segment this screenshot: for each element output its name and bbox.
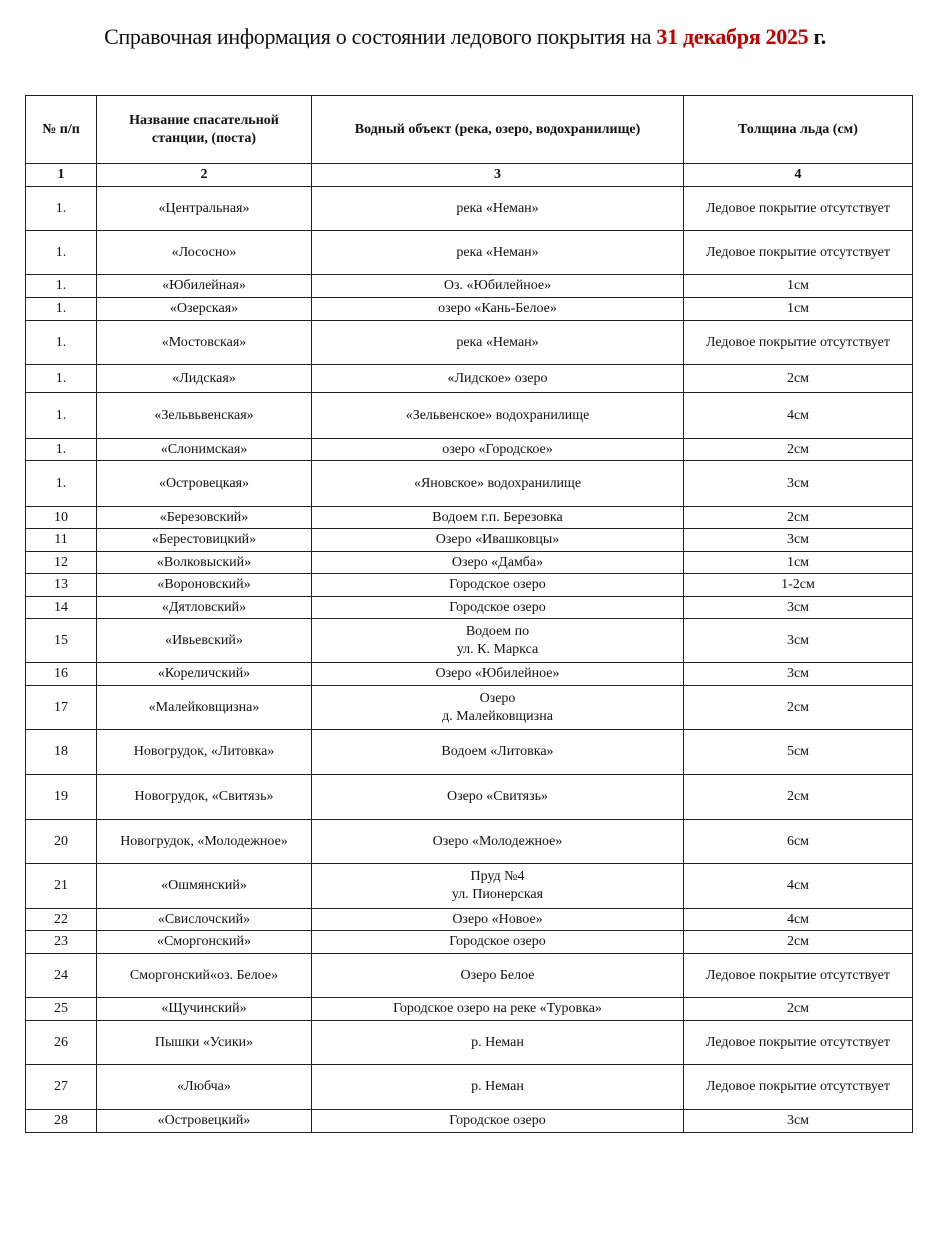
- water-body-line-1: Водоем «Литовка»: [441, 744, 554, 759]
- water-body: [312, 529, 684, 552]
- station-name: «Дятловский»: [97, 597, 312, 619]
- station-name: Новогрудок, «Свитязь»: [97, 775, 312, 820]
- station-name: «Березовский»: [97, 507, 312, 529]
- water-body: [312, 439, 684, 461]
- water-body-line-1: озеро «Кань-Белое»: [438, 301, 557, 316]
- row-number: 1.: [26, 393, 97, 439]
- water-body-line-1: Озеро «Юбилейное»: [435, 666, 560, 681]
- ice-thickness: Ледовое покрытие отсутствует: [684, 321, 913, 365]
- water-body: [312, 365, 684, 393]
- water-body: [312, 507, 684, 529]
- row-number: 1.: [26, 321, 97, 365]
- water-body-line-1: Городское озеро: [449, 934, 546, 949]
- station-name: «Озерская»: [97, 298, 312, 321]
- ice-thickness: 3см: [684, 529, 913, 552]
- station-name: «Лососно»: [97, 231, 312, 275]
- water-body-line-1: Озеро «Дамба»: [451, 554, 544, 570]
- water-body-line-1: озеро «Городское»: [442, 441, 553, 457]
- ice-thickness: 3см: [684, 461, 913, 507]
- row-number: 25: [26, 998, 97, 1021]
- title-date: 31 декабря 2025: [656, 24, 809, 49]
- column-number: 2: [97, 164, 312, 187]
- ice-thickness-table: [25, 95, 913, 1133]
- water-body-line-1: Городское озеро: [449, 1113, 546, 1128]
- water-body-line-1: р. Неман: [471, 1034, 524, 1050]
- table-row: [26, 1021, 913, 1065]
- table-row: [26, 619, 913, 663]
- water-body-line-2: д. Малейковщизна: [442, 708, 553, 724]
- water-body: [312, 954, 684, 998]
- ice-thickness: 2см: [684, 507, 913, 529]
- ice-thickness: 2см: [684, 686, 913, 730]
- row-number: 12: [26, 552, 97, 574]
- station-name: «Малейковщизна»: [97, 686, 312, 730]
- row-number: 1.: [26, 275, 97, 298]
- water-body: [312, 321, 684, 365]
- ice-thickness: 2см: [684, 931, 913, 954]
- row-number: 18: [26, 730, 97, 775]
- ice-thickness: 3см: [684, 597, 913, 619]
- row-number: 1.: [26, 298, 97, 321]
- water-body: [312, 909, 684, 931]
- ice-thickness: 4см: [684, 909, 913, 931]
- station-name: «Островецкая»: [97, 461, 312, 507]
- station-name: «Мостовская»: [97, 321, 312, 365]
- water-body-line-1: «Лидское» озеро: [447, 370, 548, 386]
- title-prefix: Справочная информация о состоянии ледового покрытия на: [104, 24, 657, 49]
- water-body-line-2: ул. К. Маркса: [456, 641, 539, 657]
- table-row: [26, 231, 913, 275]
- ice-thickness: Ледовое покрытие отсутствует: [684, 187, 913, 231]
- station-name: «Зельвьвенская»: [97, 393, 312, 439]
- row-number: 14: [26, 597, 97, 619]
- table-row: [26, 820, 913, 864]
- ice-thickness: 1см: [684, 552, 913, 574]
- table-row: [26, 663, 913, 686]
- water-body-line-1: Озеро «Ивашковцы»: [435, 532, 560, 547]
- ice-thickness: 4см: [684, 864, 913, 909]
- row-number: 11: [26, 529, 97, 552]
- table-row: [26, 730, 913, 775]
- water-body: [312, 998, 684, 1021]
- ice-thickness: Ледовое покрытие отсутствует: [684, 1021, 913, 1065]
- water-body: [312, 461, 684, 507]
- station-name: «Ивьевский»: [97, 619, 312, 663]
- ice-thickness: Ледовое покрытие отсутствует: [684, 231, 913, 275]
- table-row: [26, 597, 913, 619]
- row-number: 1.: [26, 439, 97, 461]
- water-body: [312, 1021, 684, 1065]
- water-body-line-1: река «Неман»: [456, 334, 539, 350]
- table-row: [26, 275, 913, 298]
- row-number: 10: [26, 507, 97, 529]
- water-body-line-1: Озеро «Молодежное»: [432, 833, 563, 849]
- page-title: [0, 24, 930, 50]
- table-body: [26, 187, 913, 1133]
- row-number: 17: [26, 686, 97, 730]
- row-number: 24: [26, 954, 97, 998]
- row-number: 1.: [26, 365, 97, 393]
- column-number-row: [26, 164, 913, 187]
- water-body: [312, 275, 684, 298]
- water-body: [312, 663, 684, 686]
- row-number: 27: [26, 1065, 97, 1110]
- ice-thickness: 2см: [684, 439, 913, 461]
- water-body: [312, 231, 684, 275]
- ice-thickness: 2см: [684, 775, 913, 820]
- table-row: [26, 998, 913, 1021]
- table-row: [26, 686, 913, 730]
- table-row: [26, 439, 913, 461]
- station-name: «Свислочский»: [97, 909, 312, 931]
- station-name: «Берестовицкий»: [97, 529, 312, 552]
- water-body-line-1: Оз. «Юбилейное»: [443, 278, 552, 293]
- row-number: 23: [26, 931, 97, 954]
- header-row: [26, 96, 913, 164]
- table-row: [26, 909, 913, 931]
- water-body-line-1: р. Неман: [471, 1079, 524, 1094]
- station-name: «Кореличский»: [97, 663, 312, 686]
- water-body-line-2: ул. Пионерская: [451, 887, 544, 902]
- row-number: 16: [26, 663, 97, 686]
- water-body: [312, 298, 684, 321]
- table-row: [26, 1065, 913, 1110]
- table-row: [26, 954, 913, 998]
- water-body: [312, 686, 684, 730]
- table-row: [26, 529, 913, 552]
- station-name: «Вороновский»: [97, 574, 312, 597]
- table-row: [26, 931, 913, 954]
- station-name: «Слонимская»: [97, 439, 312, 461]
- ice-thickness: 5см: [684, 730, 913, 775]
- ice-thickness: 3см: [684, 1110, 913, 1133]
- row-number: 20: [26, 820, 97, 864]
- water-body: [312, 187, 684, 231]
- ice-thickness: 1см: [684, 298, 913, 321]
- row-number: 21: [26, 864, 97, 909]
- water-body-line-1: Городское озеро: [449, 577, 546, 592]
- water-body-line-1: Пруд №4: [470, 869, 525, 884]
- row-number: 15: [26, 619, 97, 663]
- station-name: «Любча»: [97, 1065, 312, 1110]
- water-body-line-1: река «Неман»: [456, 200, 539, 216]
- ice-thickness: 1см: [684, 275, 913, 298]
- row-number: 1.: [26, 231, 97, 275]
- header-number: № п/п: [26, 96, 97, 164]
- ice-thickness: 2см: [684, 998, 913, 1021]
- ice-thickness: Ледовое покрытие отсутствует: [684, 954, 913, 998]
- water-body: [312, 393, 684, 439]
- station-name: Пышки «Усики»: [97, 1021, 312, 1065]
- ice-thickness: 6см: [684, 820, 913, 864]
- table-row: [26, 775, 913, 820]
- station-name: Новогрудок, «Литовка»: [97, 730, 312, 775]
- header-ice-thickness: Толщина льда (см): [684, 96, 913, 164]
- ice-thickness: 4см: [684, 393, 913, 439]
- water-body: [312, 730, 684, 775]
- header-station: Название спасательной станции, (поста): [97, 96, 312, 164]
- water-body-line-1: «Яновское» водохранилище: [413, 475, 582, 491]
- water-body-line-1: Озеро: [479, 690, 516, 706]
- station-name: «Центральная»: [97, 187, 312, 231]
- station-name: «Волковыский»: [97, 552, 312, 574]
- column-number: 3: [312, 164, 684, 187]
- water-body: [312, 820, 684, 864]
- water-body: [312, 597, 684, 619]
- station-name: «Лидская»: [97, 365, 312, 393]
- row-number: 1.: [26, 461, 97, 507]
- row-number: 1.: [26, 187, 97, 231]
- table-row: [26, 393, 913, 439]
- ice-thickness: 3см: [684, 619, 913, 663]
- station-name: «Юбилейная»: [97, 275, 312, 298]
- column-number: 4: [684, 164, 913, 187]
- row-number: 19: [26, 775, 97, 820]
- water-body-line-1: «Зельвенское» водохранилище: [405, 407, 590, 423]
- station-name: «Сморгонский»: [97, 931, 312, 954]
- column-number: 1: [26, 164, 97, 187]
- title-suffix: г.: [808, 24, 826, 49]
- table-row: [26, 574, 913, 597]
- table-row: [26, 461, 913, 507]
- table-row: [26, 864, 913, 909]
- station-name: Новогрудок, «Молодежное»: [97, 820, 312, 864]
- water-body: [312, 931, 684, 954]
- water-body-line-1: Озеро «Новое»: [452, 911, 543, 927]
- water-body-line-1: Озеро Белое: [460, 967, 535, 983]
- table-row: [26, 1110, 913, 1133]
- water-body: [312, 619, 684, 663]
- table-row: [26, 507, 913, 529]
- water-body-line-1: Городское озеро на реке «Туровка»: [393, 1001, 602, 1016]
- station-name: «Ошмянский»: [97, 864, 312, 909]
- water-body: [312, 1065, 684, 1110]
- station-name: Сморгонский«оз. Белое»: [97, 954, 312, 998]
- ice-thickness: Ледовое покрытие отсутствует: [684, 1065, 913, 1110]
- station-name: «Щучинский»: [97, 998, 312, 1021]
- table-row: [26, 365, 913, 393]
- water-body-line-1: Городское озеро: [449, 599, 546, 615]
- water-body-line-1: река «Неман»: [456, 244, 539, 260]
- water-body: [312, 864, 684, 909]
- table-row: [26, 187, 913, 231]
- row-number: 26: [26, 1021, 97, 1065]
- water-body: [312, 574, 684, 597]
- water-body-line-1: Водоем г.п. Березовка: [432, 509, 563, 525]
- station-name: «Островецкий»: [97, 1110, 312, 1133]
- ice-thickness: 1-2см: [684, 574, 913, 597]
- ice-thickness: 2см: [684, 365, 913, 393]
- water-body-line-1: Водоем по: [465, 623, 530, 639]
- row-number: 13: [26, 574, 97, 597]
- water-body: [312, 775, 684, 820]
- table-row: [26, 298, 913, 321]
- ice-thickness: 3см: [684, 663, 913, 686]
- table-row: [26, 552, 913, 574]
- table-row: [26, 321, 913, 365]
- water-body-line-1: Озеро «Свитязь»: [446, 789, 549, 804]
- row-number: 28: [26, 1110, 97, 1133]
- row-number: 22: [26, 909, 97, 931]
- water-body: [312, 552, 684, 574]
- water-body: [312, 1110, 684, 1133]
- header-water-body: Водный объект (река, озеро, водохранилище): [312, 96, 684, 164]
